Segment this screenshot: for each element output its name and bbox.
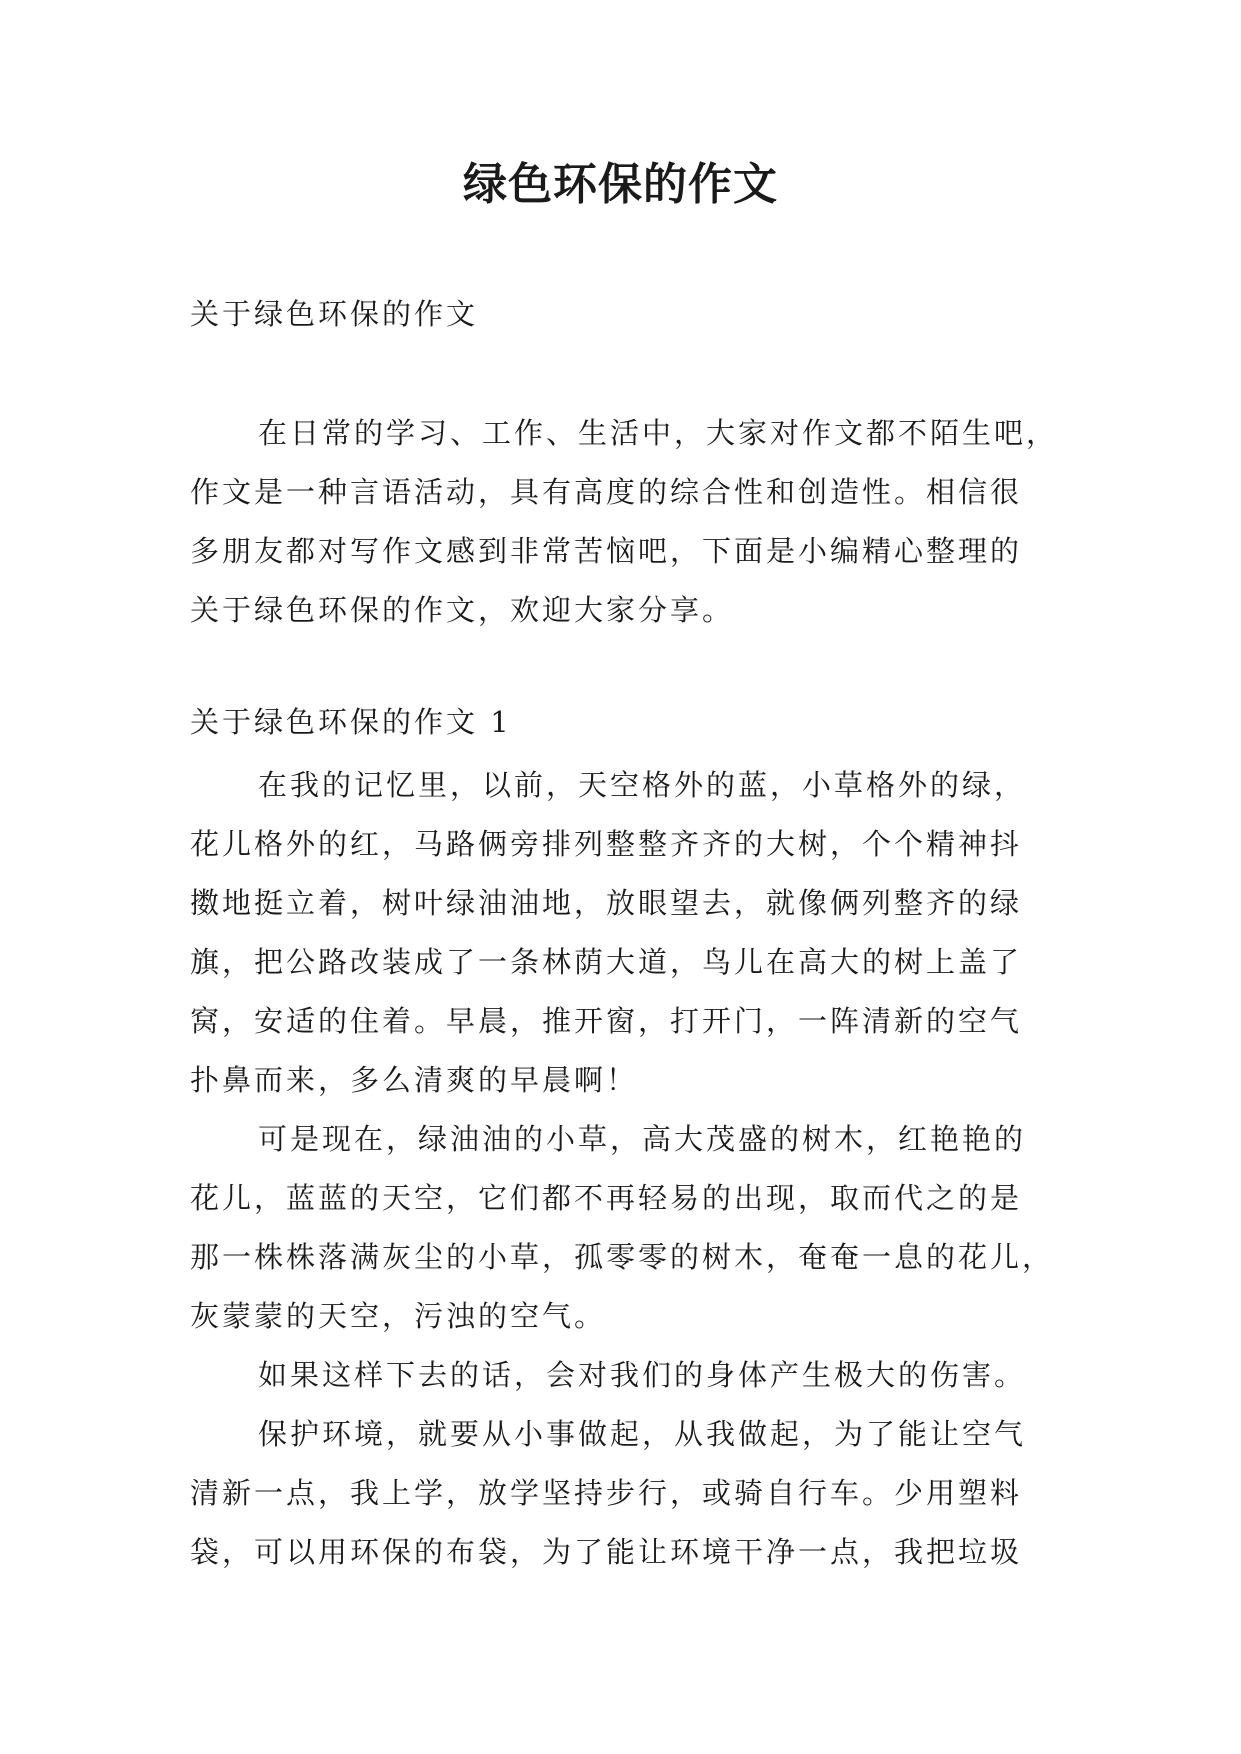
intro-paragraph [190, 404, 1060, 640]
body-line: 袋，可以用环保的布袋，为了能让环境干净一点，我把垃圾 [190, 1535, 1023, 1569]
body-line: 扑鼻而来，多么清爽的早晨啊！ [190, 1063, 639, 1097]
intro-line: 关于绿色环保的作文，欢迎大家分享。 [190, 593, 735, 627]
intro-line: 在日常的学习、工作、生活中，大家对作文都不陌生吧， [258, 416, 1059, 450]
body-line: 保护环境，就要从小事做起，从我做起，为了能让空气 [258, 1417, 1027, 1451]
essay-body [190, 756, 1070, 1582]
intro-line: 作文是一种言语活动，具有高度的综合性和创造性。相信很 [190, 475, 1023, 509]
section-heading: 关于绿色环保的作文 1 [190, 705, 512, 739]
body-line: 花儿格外的红，马路俩旁排列整整齐齐的大树，个个精神抖 [190, 827, 1023, 861]
body-line: 灰蒙蒙的天空，污浊的空气。 [190, 1299, 607, 1333]
body-line: 花儿，蓝蓝的天空，它们都不再轻易的出现，取而代之的是 [190, 1181, 1023, 1215]
intro-line: 多朋友都对写作文感到非常苦恼吧，下面是小编精心整理的 [190, 534, 1023, 568]
body-line: 那一株株落满灰尘的小草，孤零零的树木，奄奄一息的花儿， [190, 1240, 1055, 1274]
document-subtitle: 关于绿色环保的作文 [190, 297, 479, 331]
body-line: 如果这样下去的话，会对我们的身体产生极大的伤害。 [258, 1358, 1027, 1392]
body-line: 可是现在，绿油油的小草，高大茂盛的树木，红艳艳的 [258, 1122, 1027, 1156]
document-title: 绿色环保的作文 [463, 159, 778, 210]
body-line: 清新一点，我上学，放学坚持步行，或骑自行车。少用塑料 [190, 1476, 1023, 1510]
body-line: 擞地挺立着，树叶绿油油地，放眼望去，就像俩列整齐的绿 [190, 886, 1023, 920]
body-line: 旗，把公路改装成了一条林荫大道，鸟儿在高大的树上盖了 [190, 945, 1023, 979]
body-line: 在我的记忆里，以前，天空格外的蓝，小草格外的绿， [258, 768, 1027, 802]
body-line: 窝，安适的住着。早晨，推开窗，打开门，一阵清新的空气 [190, 1004, 1023, 1038]
